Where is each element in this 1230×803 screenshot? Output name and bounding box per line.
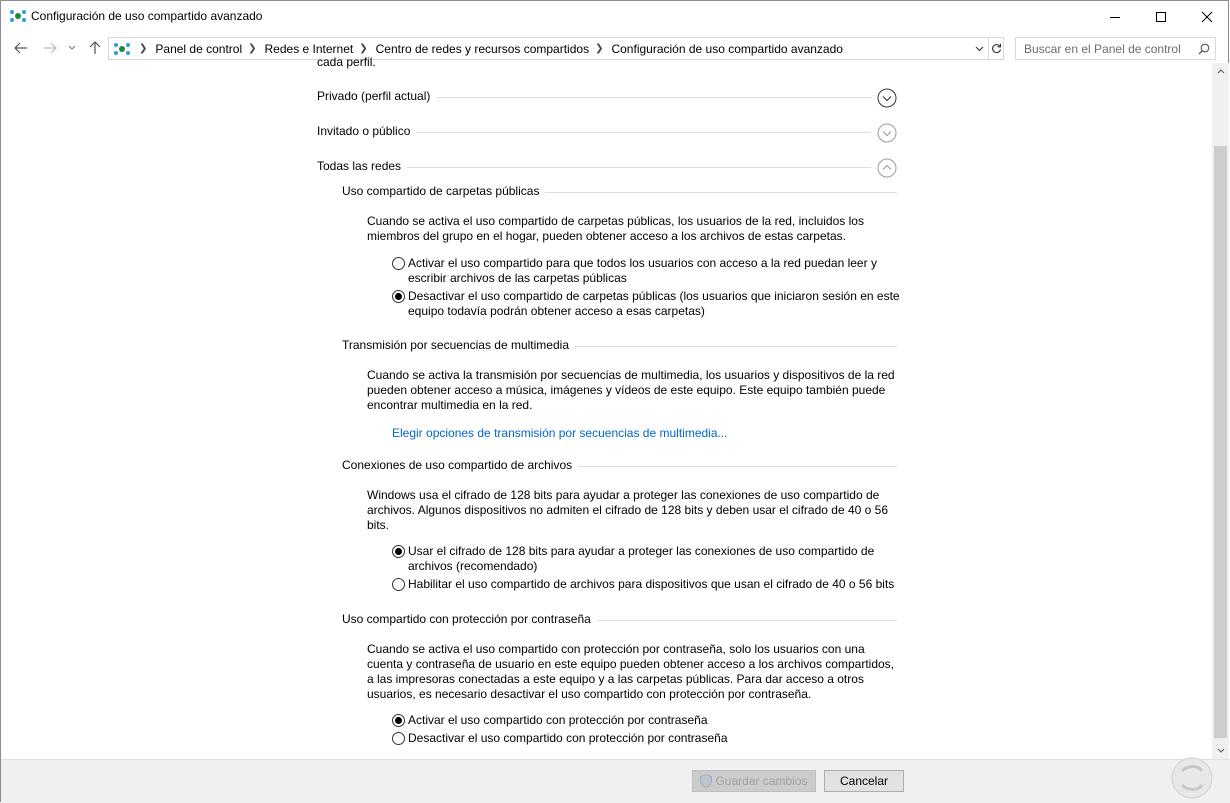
search-input[interactable] [1016,38,1196,59]
title-bar [1,1,1228,32]
section-title: Transmisión por secuencias de multimedia [342,338,575,353]
arrow-right-icon [43,42,57,54]
section-description: Cuando se activa la transmisión por secuencias de multimedia, los usuarios y dispositivos de la red pueden obtener acceso a música, imágenes y vídeos de este equipo. Este equipo también puede encontrar multimedia en la red. [367,368,895,412]
profile-label-guest: Invitado o público [317,124,416,139]
chevron-down-circle-icon[interactable] [877,123,897,143]
section-header-media-streaming [342,338,897,354]
radio-label[interactable]: Activar el uso compartido para que todos los usuarios con acceso a la red puedan leer y escribir archivos de las carpetas públicas [408,256,877,285]
refresh-button[interactable] [988,38,1004,59]
section-description: Cuando se activa el uso compartido con protección por contraseña, solo los usuarios con una cuenta y contraseña de usuario en este equipo pueden obtener acceso a los archivos compartidos, a las impresoras conectadas a este equipo y a las carpetas públicas. Para dar acceso a otros usuarios, es necesario desactivar el uso compartido con protección por contraseña. [367,642,895,701]
cut-off-text: cada perfil. [317,55,376,69]
close-button[interactable] [1184,1,1230,32]
save-changes-button[interactable] [692,770,816,792]
chevron-down-icon [68,45,76,51]
breadcrumb-item-redes-e-internet[interactable]: Redes e Internet [264,41,354,56]
breadcrumb-separator-icon[interactable]: ❯ [595,43,604,54]
chevron-down-icon [1217,748,1225,753]
breadcrumb-item-panel-de-control[interactable]: Panel de control [155,41,243,56]
radio-button[interactable] [392,732,405,745]
recent-locations-button[interactable] [64,39,80,57]
radio-label[interactable]: Desactivar el uso compartido de carpetas públicas (los usuarios que iniciaron sesión en este equipo todavía podrán obtener acceso a esas carpetas) [408,289,900,318]
radio-button[interactable] [392,290,405,303]
cancel-button[interactable]: Cancelar [824,770,904,792]
radio-button[interactable] [392,578,405,591]
up-button[interactable] [85,39,105,57]
radio-label[interactable]: Activar el uso compartido con protección por contraseña [408,713,708,727]
breadcrumb [133,38,843,59]
radio-label[interactable]: Habilitar el uso compartido de archivos para dispositivos que usan el cifrado de 40 o 56 bits [408,577,895,591]
minimize-button[interactable] [1092,1,1138,32]
chevron-down-circle-icon[interactable] [877,88,897,108]
breadcrumb-separator-icon[interactable]: ❯ [359,43,368,54]
chevron-down-icon [975,46,984,52]
arrow-left-icon [14,42,28,54]
section-title: Uso compartido de carpetas públicas [342,184,545,199]
profile-header-all-networks[interactable] [317,159,897,179]
breadcrumb-item-configuracion-avanzada[interactable]: Configuración de uso compartido avanzado [611,41,843,56]
window-title: Configuración de uso compartido avanzado [31,9,263,23]
minimize-icon [1110,12,1120,22]
section-title: Conexiones de uso compartido de archivos [342,458,578,473]
section-header-password-protection [342,612,897,628]
footer-bar [1,759,1230,803]
profile-header-private[interactable] [317,89,897,109]
maximize-button[interactable] [1138,1,1184,32]
media-streaming-options-link[interactable]: Elegir opciones de transmisión por secuencias de multimedia... [392,426,728,440]
scroll-up-button[interactable] [1212,63,1229,80]
profile-label-private: Privado (perfil actual) [317,89,436,104]
breadcrumb-item-centro-de-redes[interactable]: Centro de redes y recursos compartidos [375,41,590,56]
content-pane [1,55,1212,759]
search-box [1015,37,1216,60]
save-changes-label: Guardar cambios [715,774,808,788]
radio-button[interactable] [392,714,405,727]
scrollbar-thumb[interactable] [1214,146,1227,738]
uac-shield-icon [700,774,712,788]
address-dropdown-button[interactable] [971,38,987,59]
close-icon [1202,12,1212,22]
profile-header-guest[interactable] [317,124,897,144]
network-app-icon [9,9,27,23]
vertical-scrollbar[interactable] [1212,63,1229,759]
search-icon[interactable] [1196,41,1212,57]
arrow-up-icon [89,41,101,55]
address-bar[interactable] [108,37,1004,60]
network-icon [113,42,131,56]
radio-button[interactable] [392,257,405,270]
forward-button[interactable] [40,39,60,57]
radio-button[interactable] [392,545,405,558]
maximize-icon [1156,12,1166,22]
breadcrumb-separator-icon[interactable]: ❯ [139,43,148,54]
section-header-file-sharing [342,458,897,474]
back-button[interactable] [11,39,31,57]
section-description: Cuando se activa el uso compartido de carpetas públicas, los usuarios de la red, incluidos los miembros del grupo en el hogar, pueden obtener acceso a los archivos de estas carpetas. [367,214,864,243]
profile-label-all-networks: Todas las redes [317,159,407,174]
watermark-logo [1164,755,1220,801]
radio-label[interactable]: Desactivar el uso compartido con protección por contraseña [408,731,728,745]
section-title: Uso compartido con protección por contraseña [342,612,597,627]
section-description: Windows usa el cifrado de 128 bits para ayudar a proteger las conexiones de uso compartido de archivos. Algunos dispositivos no admiten el cifrado de 128 bits y deben usar el cifrado de 40 o 56 bits. [367,488,888,532]
section-header-public-folders [342,184,897,200]
chevron-up-icon [1217,69,1225,74]
chevron-up-circle-icon[interactable] [877,158,897,178]
refresh-icon [991,43,1002,54]
navigation-bar [1,33,1228,63]
radio-label[interactable]: Usar el cifrado de 128 bits para ayudar a proteger las conexiones de uso compartido de archivos (recomendado) [408,544,875,573]
breadcrumb-separator-icon[interactable]: ❯ [248,43,257,54]
